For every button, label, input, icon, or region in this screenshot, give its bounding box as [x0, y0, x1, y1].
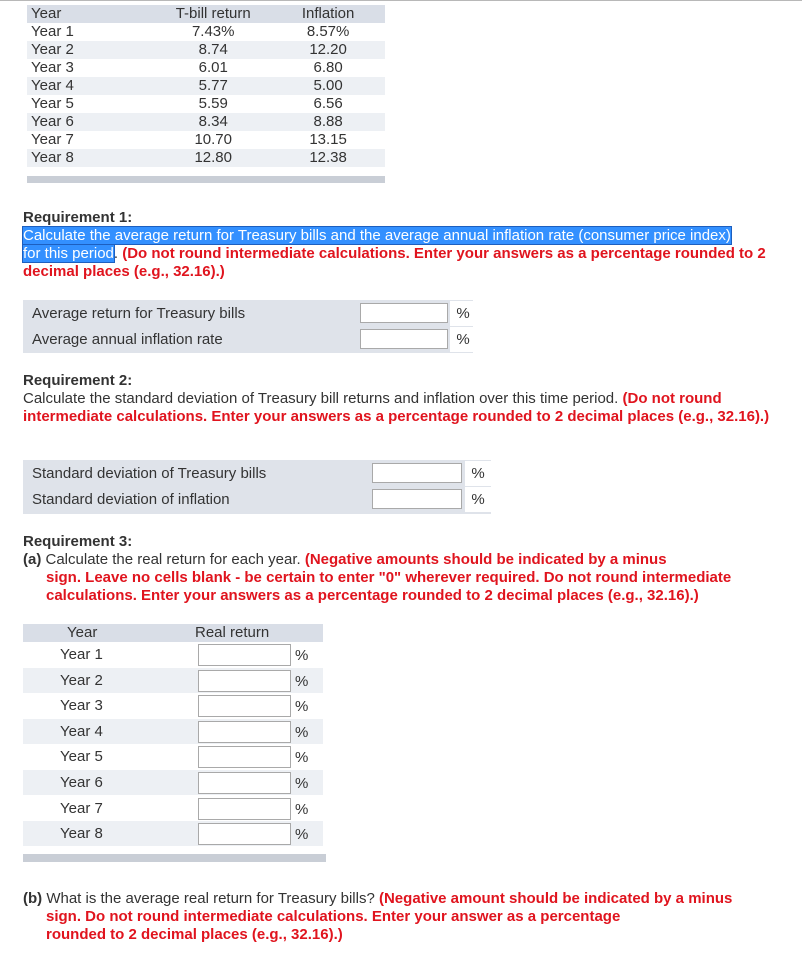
cell-year: Year 3	[31, 59, 74, 76]
part-b-instruction-2: sign. Do not round intermediate calculations. Enter your answer as a percentage	[46, 908, 621, 925]
real-return-input-year-7[interactable]	[198, 798, 291, 820]
pct-sign: %	[295, 724, 309, 741]
requirement-3	[23, 533, 773, 605]
part-b-instruction-3: rounded to 2 decimal places (e.g., 32.16).)	[46, 926, 343, 943]
table-row	[23, 744, 323, 769]
part-a-question: Calculate the real return for each year.	[41, 551, 301, 568]
pct-sign: %	[465, 461, 491, 486]
table-row	[23, 642, 323, 667]
real-return-input-year-2[interactable]	[198, 670, 291, 692]
avg-tbill-input[interactable]	[360, 303, 448, 323]
requirement-2-text	[23, 390, 773, 426]
pct-sign: %	[295, 826, 309, 843]
part-b-label: (b)	[23, 890, 43, 907]
header-inflation: Inflation	[271, 5, 385, 23]
cell-year: Year 4	[27, 77, 155, 95]
table-row	[27, 149, 385, 167]
requirement-2-instruction: (Do not round intermediate calculations. Enter your answers as a percentage rounded to 2 decimal places (e.g., 32.16).)	[23, 390, 770, 425]
requirement-1-period: .	[113, 245, 119, 262]
table-row	[23, 668, 323, 693]
cell-tbill: 12.80	[155, 149, 271, 167]
real-return-input-year-6[interactable]	[198, 772, 291, 794]
cell-tbill: 5.77	[155, 77, 271, 95]
part-a-instruction-1: (Negative amounts should be indicated by a minus	[300, 551, 667, 568]
row-year: Year 5	[60, 748, 103, 765]
table-footer-bar	[27, 176, 385, 183]
real-return-input-year-1[interactable]	[198, 644, 291, 666]
requirement-1-text	[23, 227, 773, 281]
table-row	[23, 693, 323, 718]
avg-inflation-input[interactable]	[360, 329, 448, 349]
cell-inflation: 5.00	[271, 77, 385, 95]
requirement-1-title: Requirement 1:	[23, 209, 133, 226]
cell-year: Year 1	[31, 23, 74, 40]
requirement-1	[23, 209, 773, 281]
pct-sign: %	[450, 327, 476, 352]
header-year: Year	[67, 624, 98, 641]
table-row	[27, 77, 385, 95]
answer-row-avg-tbill	[23, 301, 473, 326]
real-return-input-year-3[interactable]	[198, 695, 291, 717]
cell-inflation: 8.57%	[306, 23, 350, 40]
real-return-table	[23, 624, 326, 849]
answer-row-std-tbill	[23, 461, 491, 486]
answer-row-std-inflation	[23, 487, 491, 512]
requirement-3b	[23, 890, 773, 944]
label-std-inflation: Standard deviation of inflation	[32, 491, 230, 508]
row-year: Year 6	[60, 774, 103, 791]
requirement-2	[23, 372, 773, 426]
table-row	[23, 770, 323, 795]
table-row	[27, 113, 385, 131]
requirement-1-highlight-line1[interactable]: Calculate the average return for Treasury bills and the average annual inflation rate (consumer price index)	[23, 227, 731, 244]
pct-sign: %	[295, 801, 309, 818]
part-a-instruction-3: calculations. Enter your answers as a percentage rounded to 2 decimal places (e.g., 32.16).)	[46, 587, 699, 604]
table-row	[27, 131, 385, 149]
label-avg-tbill: Average return for Treasury bills	[32, 305, 246, 322]
row-year: Year 7	[60, 800, 103, 817]
real-return-input-year-4[interactable]	[198, 721, 291, 743]
real-return-input-year-8[interactable]	[198, 823, 291, 845]
requirement-3a-line1	[23, 551, 773, 569]
cell-inflation: 8.88	[271, 113, 385, 131]
requirement-2-title: Requirement 2:	[23, 372, 133, 389]
part-a-instruction-2: sign. Leave no cells blank - be certain to enter "0" wherever required. Do not round intermediate	[46, 569, 732, 586]
cell-tbill: 5.59	[198, 95, 228, 112]
pct-sign: %	[295, 647, 309, 664]
data-table-header	[27, 5, 385, 23]
cell-year: Year 8	[27, 149, 155, 167]
pct-sign: %	[295, 673, 309, 690]
cell-tbill: 8.74	[155, 41, 271, 59]
cell-tbill: 7.43%	[191, 23, 235, 40]
part-b-question: What is the average real return for Treasury bills?	[42, 890, 375, 907]
header-year: Year	[27, 5, 155, 23]
table-row	[23, 796, 323, 821]
cell-year: Year 7	[31, 131, 74, 148]
row-year: Year 4	[60, 723, 103, 740]
requirement-3-title: Requirement 3:	[23, 533, 133, 550]
cell-inflation: 13.15	[309, 131, 347, 148]
pct-sign: %	[450, 301, 476, 326]
table-row	[23, 719, 323, 744]
requirement-1-answer-panel	[23, 300, 473, 353]
table-row	[27, 59, 385, 77]
real-return-footer-bar	[23, 854, 326, 862]
part-a-label: (a)	[23, 551, 42, 568]
requirement-1-highlight-line2[interactable]: for this period	[23, 245, 114, 262]
requirement-2-question: Calculate the standard deviation of Treasury bill returns and inflation over this time period.	[23, 390, 619, 407]
pct-sign: %	[295, 698, 309, 715]
real-return-input-year-5[interactable]	[198, 746, 291, 768]
label-std-tbill: Standard deviation of Treasury bills	[32, 465, 267, 482]
row-year: Year 2	[60, 672, 103, 689]
header-tbill-return: T-bill return	[155, 5, 271, 23]
pct-sign: %	[295, 775, 309, 792]
table-row	[27, 23, 385, 41]
std-inflation-input[interactable]	[372, 489, 462, 509]
cell-inflation: 6.80	[313, 59, 343, 76]
requirement-3b-line1	[23, 890, 773, 908]
cell-year: Year 5	[31, 95, 74, 112]
cell-inflation: 12.38	[271, 149, 385, 167]
requirement-2-answer-panel	[23, 460, 491, 514]
data-table	[27, 5, 385, 167]
table-row	[23, 821, 323, 846]
pct-sign: %	[295, 749, 309, 766]
cell-year: Year 6	[27, 113, 155, 131]
top-divider	[0, 0, 802, 1]
table-row	[27, 41, 385, 59]
requirement-1-instruction: (Do not round intermediate calculations. Enter your answers as a percentage rounded to 2 decimal places (e.g., 32.16).)	[23, 245, 766, 280]
cell-tbill: 6.01	[198, 59, 228, 76]
label-avg-inflation: Average annual inflation rate	[32, 331, 223, 348]
answer-row-avg-inflation	[23, 327, 473, 352]
row-year: Year 3	[60, 697, 103, 714]
cell-tbill: 10.70	[194, 131, 232, 148]
real-return-header	[23, 624, 323, 642]
table-row	[27, 95, 385, 113]
cell-year: Year 2	[27, 41, 155, 59]
pct-sign: %	[465, 487, 491, 512]
cell-tbill: 8.34	[155, 113, 271, 131]
row-year: Year 8	[60, 825, 103, 842]
header-real-return: Real return	[195, 624, 270, 641]
row-year: Year 1	[60, 646, 103, 663]
cell-inflation: 6.56	[313, 95, 343, 112]
cell-inflation: 12.20	[271, 41, 385, 59]
std-tbill-input[interactable]	[372, 463, 462, 483]
part-b-instruction-1: (Negative amount should be indicated by a minus	[374, 890, 733, 907]
